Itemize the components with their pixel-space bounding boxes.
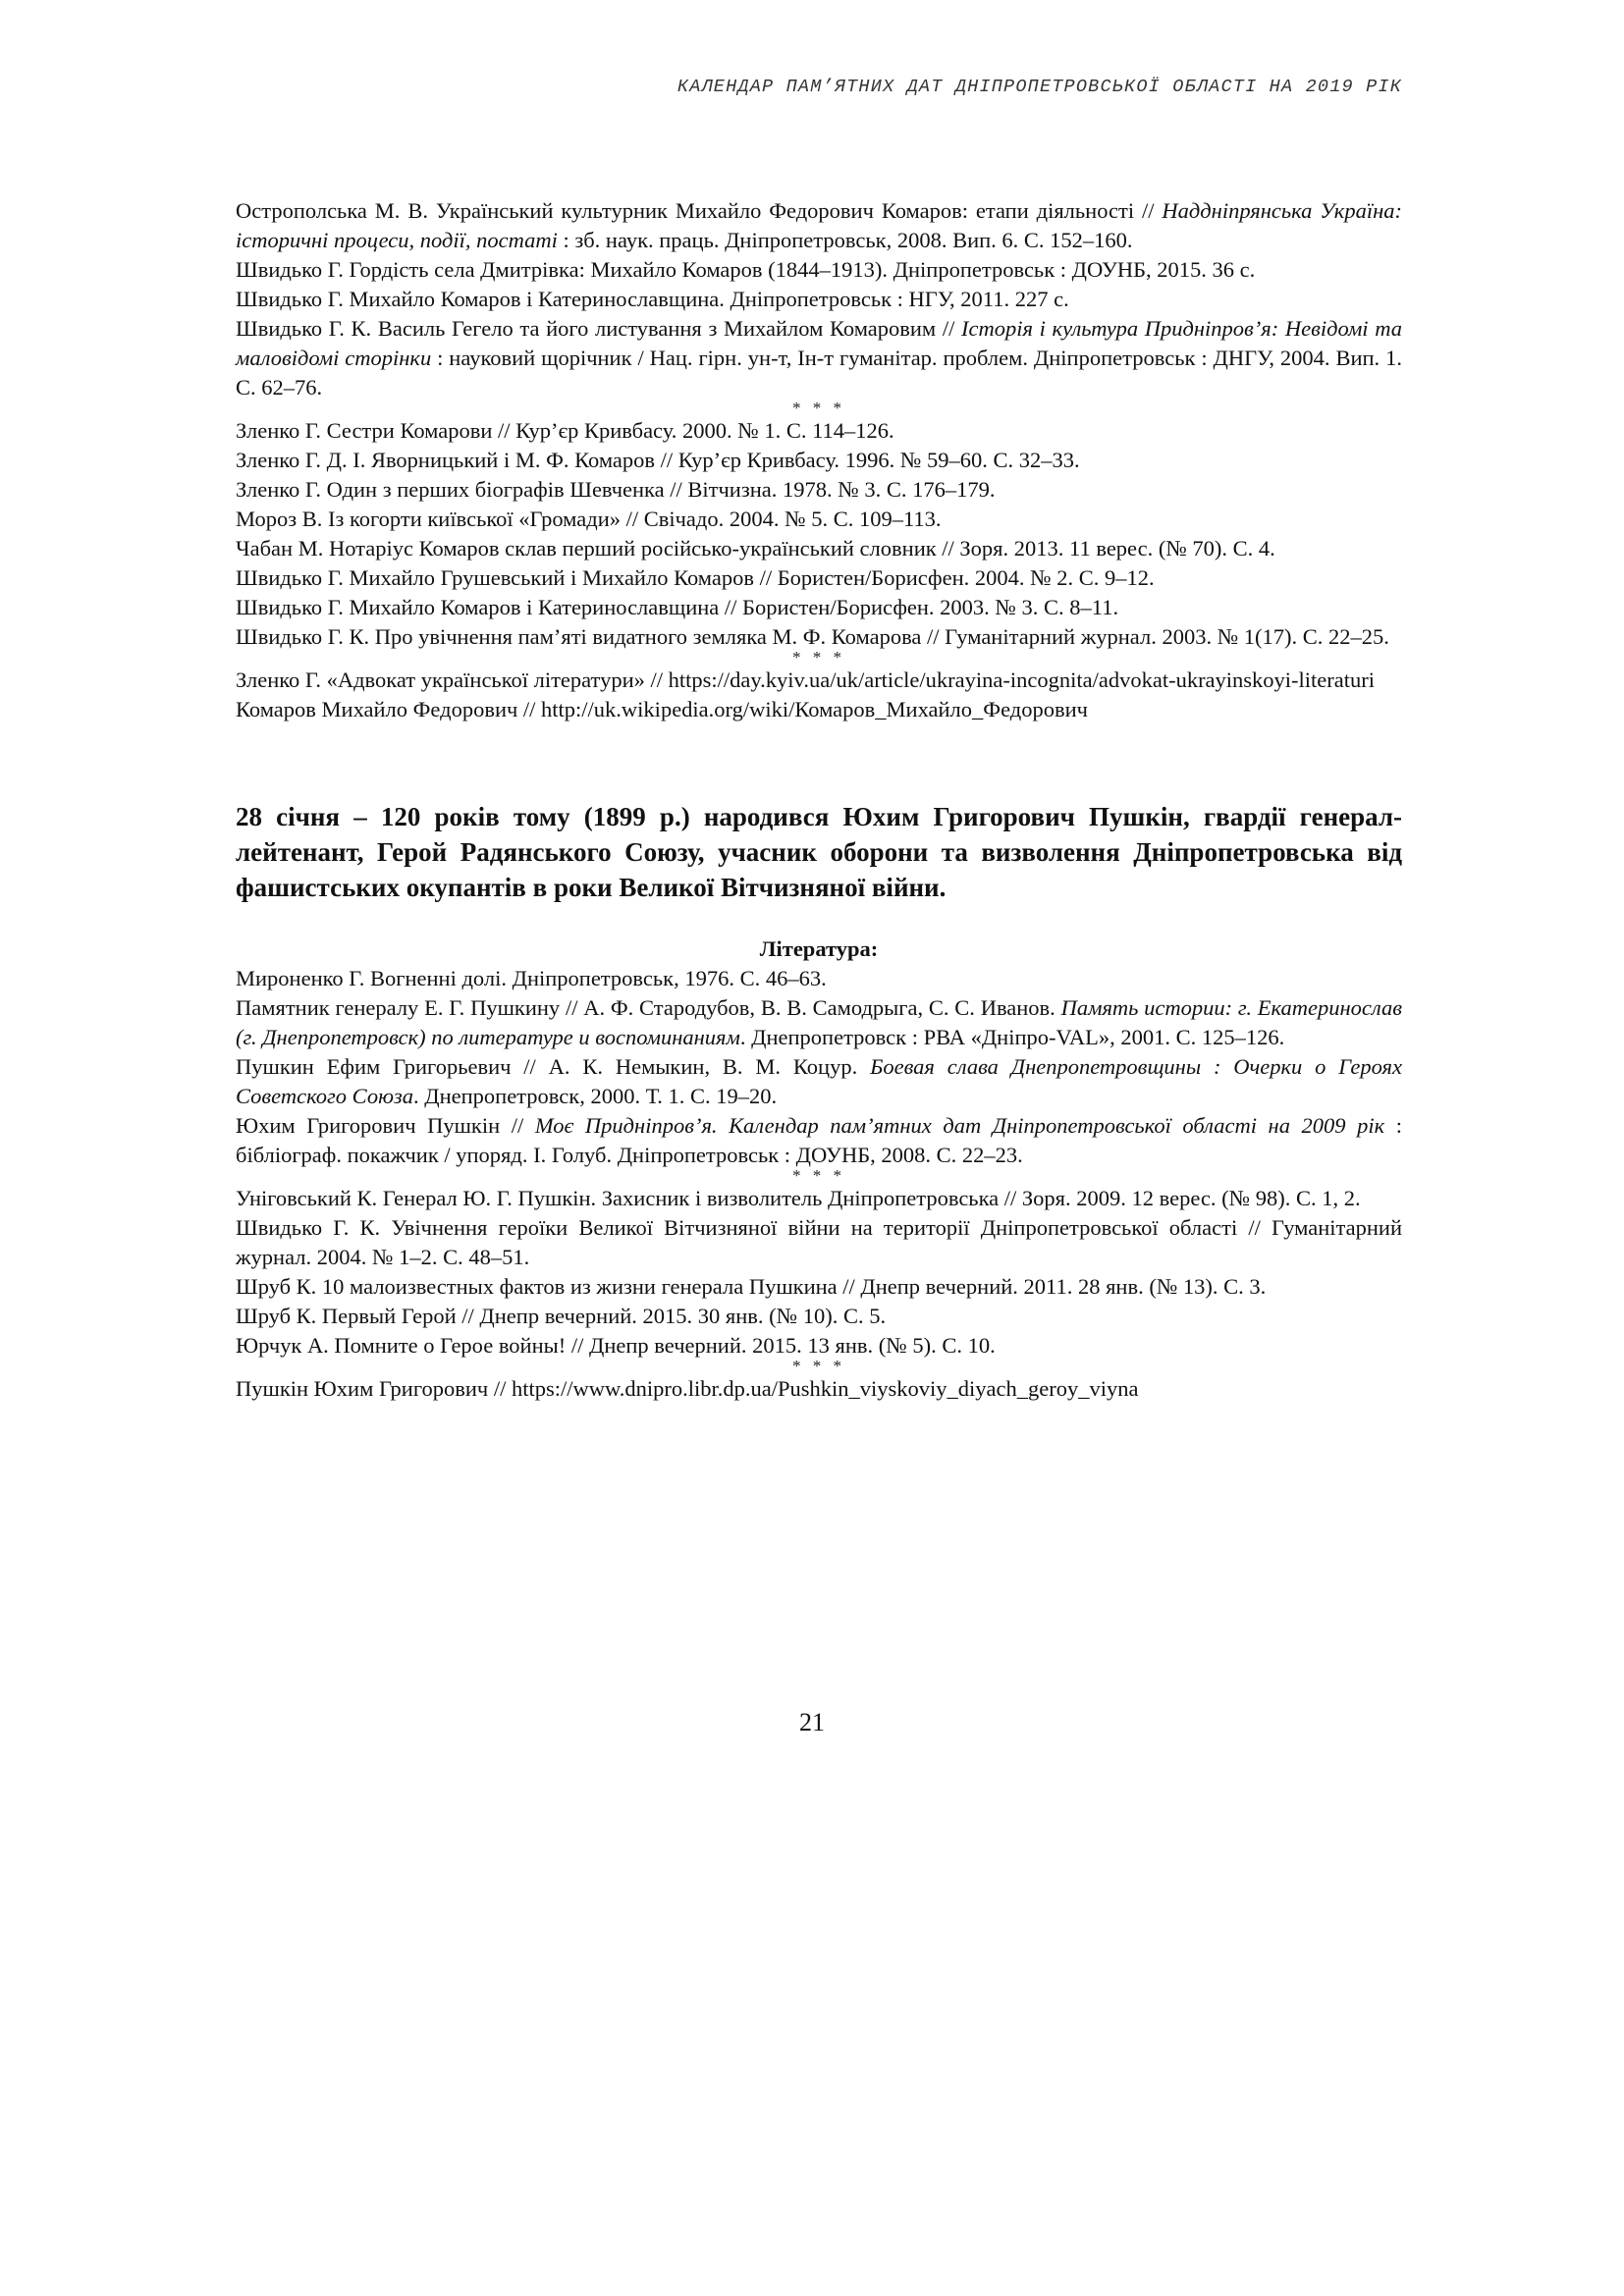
bib-entry: Швидько Г. Гордість села Дмитрівка: Михайло Комаров (1844–1913). Дніпропетровськ : ДОУНБ, 2015. 36 с.	[236, 257, 1256, 282]
bib-entry: Пушкин Ефим Григорьевич // А. К. Немыкин, В. М. Коцур. Боевая слава Днепропетровщины : Очерки о Героях Советского Союза. Днепропетровск, 2000. Т. 1. С. 19–20.	[236, 1054, 1402, 1108]
bib-entry: Швидько Г. Михайло Грушевський і Михайло Комаров // Бористен/Борисфен. 2004. № 2. С. 9–12.	[236, 565, 1155, 590]
bib-entry: Зленко Г. Один з перших біографів Шевченка // Вітчизна. 1978. № 3. С. 176–179.	[236, 477, 996, 502]
event-heading: 28 січня – 120 років тому (1899 р.) народився Юхим Григорович Пушкін, гвардії генерал-лейтенант, Герой Радянського Союзу, учасник оборони та визволення Дніпропетровська від фашистських окупантів в роки Великої Вітчизняної війни.	[236, 802, 1402, 902]
bibliography-group-komarov-2	[236, 416, 1402, 652]
bib-entry: Зленко Г. Сестри Комарови // Кур’єр Кривбасу. 2000. № 1. С. 114–126.	[236, 418, 894, 443]
section-separator: * * *	[792, 1166, 845, 1185]
bib-entry: Мороз В. Із когорти київської «Громади» // Свічадо. 2004. № 5. С. 109–113.	[236, 507, 942, 531]
section-separator: * * *	[792, 648, 845, 667]
literature-title: Література:	[759, 936, 879, 961]
bib-entry: Шруб К. Первый Герой // Днепр вечерний. 2015. 30 янв. (№ 10). С. 5.	[236, 1304, 887, 1328]
bibliography-group-komarov-1	[236, 196, 1402, 402]
bib-entry: Швидько Г. Михайло Комаров і Катеринославщина. Дніпропетровськ : НГУ, 2011. 227 с.	[236, 287, 1069, 311]
page-number: 21	[799, 1708, 825, 1736]
bib-entry: Чабан М. Нотаріус Комаров склав перший російсько-український словник // Зоря. 2013. 11 верес. (№ 70). С. 4.	[236, 536, 1275, 561]
bib-entry: Швидько Г. К. Василь Гегело та його листування з Михайлом Комаровим // Історія і культура Придніпров’я: Невідомі та маловідомі сторінки : науковий щорічник / Нац. гірн. ун-т, Ін-т гуманітар. проблем. Дніпропетровськ : ДНГУ, 2004. Вип. 1. С. 62–76.	[236, 316, 1402, 400]
bib-entry-link: Комаров Михайло Федорович // http://uk.wikipedia.org/wiki/Комаров_Михайло_Федорович	[236, 697, 1088, 721]
bib-entry: Юрчук А. Помните о Герое войны! // Днепр вечерний. 2015. 13 янв. (№ 5). С. 10.	[236, 1333, 996, 1358]
bib-entry-link: Зленко Г. «Адвокат української літератури» // https://day.kyiv.ua/uk/article/ukrayina-incognita/advokat-ukrayinskoyi-literaturi	[236, 667, 1376, 692]
bibliography-group-pushkin-web	[236, 1374, 1402, 1404]
bib-entry: Зленко Г. Д. І. Яворницький і М. Ф. Комаров // Кур’єр Кривбасу. 1996. № 59–60. С. 32–33.	[236, 448, 1080, 472]
bib-entry: Шруб К. 10 малоизвестных фактов из жизни генерала Пушкина // Днепр вечерний. 2011. 28 янв. (№ 13). С. 3.	[236, 1274, 1267, 1299]
page-content	[236, 196, 1402, 1404]
running-header: КАЛЕНДАР ПАМ’ЯТНИХ ДАТ ДНІПРОПЕТРОВСЬКОЇ ОБЛАСТІ НА 2019 РІК	[677, 77, 1402, 97]
bib-entry: Памятник генералу Е. Г. Пушкину // А. Ф. Стародубов, В. В. Самодрыга, С. С. Иванов. Память истории: г. Екатеринослав (г. Днепропетровск) по литературе и воспоминаниям. Днепропетровск : РВА «Дніпро-VAL», 2001. С. 125–126.	[236, 995, 1402, 1049]
section-separator: * * *	[792, 1357, 845, 1375]
bib-entry: Швидько Г. Михайло Комаров і Катеринославщина // Бористен/Борисфен. 2003. № 3. С. 8–11.	[236, 595, 1119, 619]
bibliography-group-pushkin-2	[236, 1184, 1402, 1361]
bibliography-group-pushkin-1	[236, 964, 1402, 1170]
bib-entry: Швидько Г. К. Про увічнення пам’яті видатного земляка М. Ф. Комарова // Гуманітарний журнал. 2003. № 1(17). С. 22–25.	[236, 624, 1389, 649]
bib-entry: Острополська М. В. Український культурник Михайло Федорович Комаров: етапи діяльності // Наддніпрянська Україна: історичні процеси, події, постаті : зб. наук. праць. Дніпропетровськ, 2008. Вип. 6. С. 152–160.	[236, 198, 1402, 252]
bib-entry: Мироненко Г. Вогненні долі. Дніпропетровськ, 1976. С. 46–63.	[236, 966, 827, 990]
bib-entry: Швидько Г. К. Увічнення героїки Великої Вітчизняної війни на території Дніпропетровської області // Гуманітарний журнал. 2004. № 1–2. С. 48–51.	[236, 1215, 1402, 1269]
bib-entry: Уніговський К. Генерал Ю. Г. Пушкін. Захисник і визволитель Дніпропетровська // Зоря. 2009. 12 верес. (№ 98). С. 1, 2.	[236, 1186, 1361, 1210]
bib-entry: Юхим Григорович Пушкін // Моє Придніпров’я. Календар пам’ятних дат Дніпропетровської області на 2009 рік : бібліограф. покажчик / упоряд. І. Голуб. Дніпропетровськ : ДОУНБ, 2008. С. 22–23.	[236, 1113, 1402, 1167]
section-separator: * * *	[792, 399, 845, 417]
bibliography-group-komarov-web	[236, 666, 1402, 724]
bib-entry-link: Пушкін Юхим Григорович // https://www.dnipro.libr.dp.ua/Pushkin_viyskoviy_diyach_geroy_viyna	[236, 1376, 1139, 1401]
